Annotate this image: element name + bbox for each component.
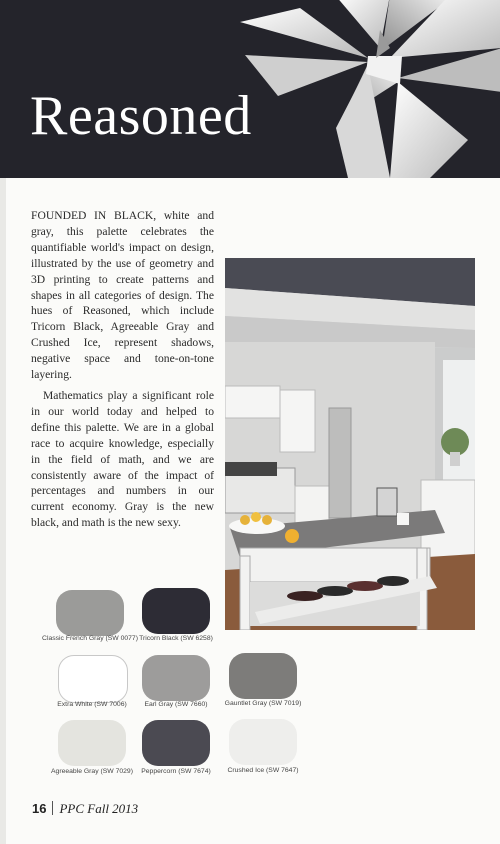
swatch-crushed-ice xyxy=(229,719,297,765)
kitchen-photo xyxy=(225,258,475,630)
swatch-label: Tricorn Black (SW 6258) xyxy=(139,635,213,642)
header-banner xyxy=(0,0,500,178)
article-body xyxy=(31,208,214,536)
page-edge xyxy=(0,178,6,844)
white-flower-image xyxy=(240,0,500,178)
swatch-earl-gray xyxy=(142,655,210,701)
swatch-extra-white xyxy=(58,655,128,703)
page-number: 16 xyxy=(32,801,47,816)
swatch-label: Extra White (SW 7006) xyxy=(57,701,127,708)
swatch-label: Crushed Ice (SW 7647) xyxy=(227,767,299,774)
swatch-peppercorn xyxy=(142,720,210,766)
swatch-label: Earl Gray (SW 7660) xyxy=(144,701,208,708)
swatch-gauntlet-gray xyxy=(229,653,297,699)
footer-divider xyxy=(52,801,53,815)
swatch-label: Classic French Gray (SW 0077) xyxy=(42,635,138,642)
swatch-tricorn-black xyxy=(142,588,210,634)
page-title: Reasoned xyxy=(30,85,252,147)
swatch-label: Agreeable Gray (SW 7029) xyxy=(51,768,133,775)
swatch-classic-french-gray xyxy=(56,590,124,636)
swatch-label: Peppercorn (SW 7674) xyxy=(141,768,211,775)
paragraph-2: Mathematics play a significant role in our world today and helped to define this palette. We are in a global race to acquire knowledge, especially in the field of math, and we are consistently aware of the impact of percentages and numbers in our current economy. Gray is the new black, and math is the new sexy. xyxy=(31,388,214,530)
swatch-label: Gauntlet Gray (SW 7019) xyxy=(224,700,302,707)
paragraph-1: FOUNDED IN BLACK, white and gray, this palette celebrates the quantifiable world's impact on design, illustrated by the use of geometry and 3D printing to create patterns and shapes in all categories of design. The hues of Reasoned, which include Tricorn Black, Agreeable Gray and Crushed Ice, represent shadows, negative space and tone-on-tone layering. xyxy=(31,209,214,382)
publication-name: PPC Fall 2013 xyxy=(59,801,139,816)
swatch-agreeable-gray xyxy=(58,720,126,766)
page-footer xyxy=(32,801,138,817)
